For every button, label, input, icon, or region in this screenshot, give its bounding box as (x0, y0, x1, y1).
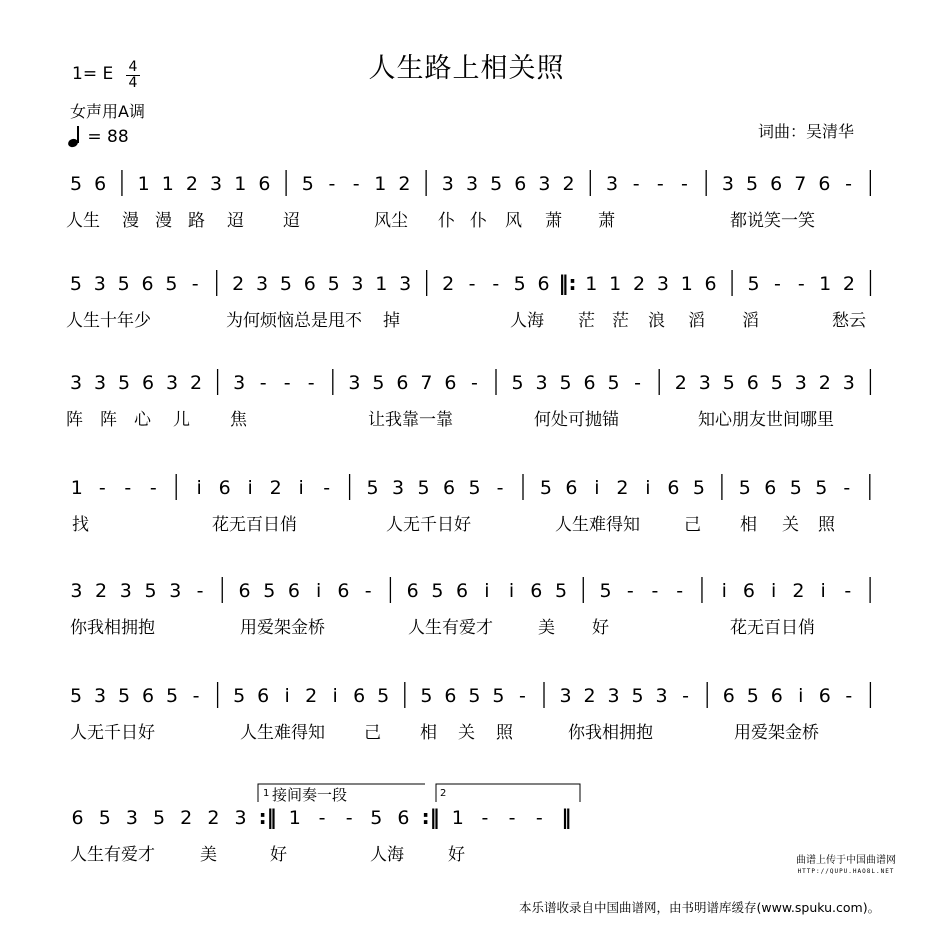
note-5: 5 (366, 477, 379, 499)
note-6: 6 (746, 372, 759, 394)
lyric: 迢 (227, 211, 244, 231)
note-3: 3 (165, 372, 179, 394)
note-6: 6 (722, 685, 735, 707)
volta-bracket-2 (436, 784, 580, 802)
lyric: 人生难得知 (555, 515, 640, 535)
note-5: 5 (117, 273, 130, 295)
note-2: 2 (95, 580, 108, 602)
note-3: 3 (210, 173, 223, 195)
note-i: i (721, 580, 727, 602)
note-5: 5 (738, 477, 751, 499)
lyric: 为何烦恼总是甩不 (226, 311, 362, 331)
note-i: i (484, 580, 490, 602)
note-7: 7 (420, 372, 433, 394)
note-5: 5 (98, 807, 111, 829)
note-5: 5 (377, 685, 390, 707)
note-3: 3 (656, 273, 669, 295)
note-1: 1 (819, 273, 832, 295)
note-5: 5 (722, 372, 735, 394)
lyric: 找 (72, 515, 89, 535)
note-6: 6 (443, 477, 456, 499)
dash-sustain: - (797, 273, 805, 295)
note-5: 5 (468, 477, 481, 499)
note-6: 6 (258, 173, 271, 195)
dash-sustain: - (307, 372, 315, 394)
note-2: 2 (632, 273, 646, 295)
note-6: 6 (406, 580, 419, 602)
dash-sustain: - (481, 807, 489, 829)
note-5: 5 (420, 685, 433, 707)
lyric: 关 (458, 723, 475, 743)
lyric: 茫 (612, 311, 629, 331)
lyric: 漫 (122, 211, 139, 231)
note-3: 3 (93, 273, 106, 295)
note-1: 1 (609, 273, 622, 295)
site-badge[interactable] (770, 855, 922, 877)
time-signature-top: 4 (128, 59, 138, 75)
note-6: 6 (303, 273, 316, 295)
dash-sustain: - (676, 580, 684, 602)
note-i: i (332, 685, 338, 707)
dash-sustain: - (845, 685, 853, 707)
note-i: i (247, 477, 253, 499)
note-i: i (820, 580, 826, 602)
lyric: 人海 (370, 845, 404, 865)
dash-sustain: - (364, 580, 372, 602)
lyric: 人生有爱才 (70, 845, 155, 865)
note-3: 3 (348, 372, 361, 394)
score-row-3 (66, 369, 870, 430)
dash-sustain: - (651, 580, 659, 602)
note-2: 2 (207, 807, 220, 829)
repeat-barline: ‖: (558, 271, 577, 295)
note-6: 6 (353, 685, 366, 707)
note-5: 5 (165, 273, 178, 295)
lyric: 用爱架金桥 (240, 618, 325, 638)
volta-brackets (258, 784, 580, 804)
note-5: 5 (468, 685, 481, 707)
note-2: 2 (842, 273, 856, 295)
dash-sustain: - (192, 685, 200, 707)
repeat-barline: :‖ (421, 805, 440, 829)
lyric: 浪 (648, 311, 665, 331)
note-5: 5 (492, 685, 505, 707)
lyric: 风尘 (374, 211, 408, 231)
note-3: 3 (234, 807, 247, 829)
note-5: 5 (144, 580, 157, 602)
note-3: 3 (538, 173, 551, 195)
lyric: 己 (364, 723, 381, 743)
lyric: 好 (592, 618, 609, 638)
note-5: 5 (327, 273, 340, 295)
dash-sustain: - (773, 273, 781, 295)
note-5: 5 (165, 685, 179, 707)
note-2: 2 (232, 273, 245, 295)
lyric: 人生有爱才 (408, 618, 493, 638)
lyric: 漫 (155, 211, 172, 231)
note-3: 3 (842, 372, 855, 394)
note-3: 3 (392, 477, 405, 499)
note-2: 2 (818, 372, 831, 394)
lyric: 花无百日俏 (212, 515, 297, 535)
score-row-5 (70, 577, 870, 638)
lyric: 己 (684, 515, 701, 535)
note-3: 3 (535, 372, 548, 394)
dash-sustain: - (518, 685, 526, 707)
lyric: 照 (818, 515, 835, 535)
lyric: 儿 (173, 410, 190, 430)
note-6: 6 (444, 372, 457, 394)
note-3: 3 (399, 273, 412, 295)
note-i: i (196, 477, 202, 499)
note-5: 5 (511, 372, 524, 394)
note-6: 6 (667, 477, 680, 499)
note-6: 6 (565, 477, 578, 499)
dash-sustain: - (352, 173, 360, 195)
lyric: 仆 (438, 211, 455, 231)
note-5: 5 (372, 372, 385, 394)
dash-sustain: - (149, 477, 157, 499)
note-6: 6 (94, 173, 107, 195)
note-6: 6 (71, 807, 84, 829)
lyric: 阵 (66, 410, 83, 430)
lyric: 花无百日俏 (730, 618, 815, 638)
lyric: 照 (496, 723, 513, 743)
note-6: 6 (141, 372, 155, 394)
note-3: 3 (698, 372, 711, 394)
note-6: 6 (396, 372, 409, 394)
lyric: 知心朋友世间哪里 (698, 410, 834, 430)
lyric: 人无千日好 (386, 515, 471, 535)
note-5: 5 (554, 580, 568, 602)
dash-sustain: - (328, 173, 336, 195)
lyric: 人海 (510, 311, 544, 331)
dash-sustain: - (283, 372, 291, 394)
note-1: 1 (288, 807, 301, 829)
lyric: 何处可抛锚 (534, 410, 619, 430)
note-5: 5 (692, 477, 705, 499)
note-6: 6 (704, 273, 717, 295)
note-3: 3 (93, 685, 107, 707)
note-2: 2 (792, 580, 805, 602)
dash-sustain: - (681, 173, 688, 195)
note-5: 5 (815, 477, 828, 499)
dash-sustain: - (843, 477, 851, 499)
note-6: 6 (141, 685, 155, 707)
note-5: 5 (747, 273, 760, 295)
note-6: 6 (141, 273, 154, 295)
lyric: 人生 (66, 211, 100, 231)
site-badge-url: HTTP://QUPU.HAO8L.NET (797, 868, 895, 875)
dash-sustain: - (124, 477, 132, 499)
note-1: 1 (585, 273, 598, 295)
note-i: i (645, 477, 651, 499)
note-1: 1 (375, 273, 388, 295)
note-6: 6 (530, 580, 543, 602)
note-2: 2 (189, 372, 203, 394)
note-6: 6 (397, 807, 410, 829)
score-row-1 (66, 170, 870, 231)
dash-sustain: - (98, 477, 106, 499)
lyric: 让我靠一靠 (368, 410, 453, 430)
lyric: 仆 (470, 211, 487, 231)
note-i: i (298, 477, 304, 499)
lyric: 焦 (230, 410, 247, 430)
lyric: 风 (505, 211, 522, 231)
dash-sustain: - (682, 685, 690, 707)
dash-sustain: - (845, 173, 853, 195)
lyric: 你我相拥抱 (568, 723, 653, 743)
score-row-2 (66, 270, 870, 331)
dash-sustain: - (496, 477, 504, 499)
tempo-value: = 88 (87, 127, 129, 147)
repeat-barline: :‖ (258, 805, 277, 829)
note-1: 1 (451, 807, 464, 829)
note-1: 1 (680, 273, 693, 295)
site-badge-title: 曲谱上传于中国曲谱网 (796, 855, 896, 866)
note-7: 7 (794, 173, 807, 195)
note-3: 3 (255, 273, 269, 295)
note-6: 6 (257, 685, 270, 707)
note-5: 5 (233, 685, 246, 707)
dash-sustain: - (632, 173, 640, 195)
lyric: 好 (270, 845, 287, 865)
note-6: 6 (770, 685, 783, 707)
note-5: 5 (417, 477, 430, 499)
dash-sustain: - (468, 273, 476, 295)
time-signature-bottom: 4 (126, 75, 140, 91)
score-row-6 (70, 682, 870, 743)
note-5: 5 (279, 273, 292, 295)
score-row-7 (70, 805, 571, 865)
note-6: 6 (818, 685, 831, 707)
dash-sustain: - (634, 372, 642, 394)
dash-sustain: - (535, 807, 543, 829)
note-3: 3 (69, 372, 83, 394)
note-2: 2 (398, 173, 411, 195)
note-5: 5 (789, 477, 802, 499)
note-5: 5 (539, 477, 552, 499)
note-3: 3 (655, 685, 668, 707)
note-3: 3 (605, 173, 619, 195)
dash-sustain: - (318, 807, 326, 829)
note-3: 3 (607, 685, 620, 707)
note-i: i (508, 580, 515, 602)
lyric: 滔 (688, 311, 705, 331)
note-6: 6 (514, 173, 527, 195)
composer-credit: 词曲：吴清华 (758, 122, 855, 141)
volta-number-2: 2 (440, 788, 447, 799)
note-2: 2 (442, 273, 455, 295)
note-6: 6 (770, 173, 783, 195)
lyric: 关 (782, 515, 799, 535)
key-signature: 1= E (72, 64, 114, 84)
lyric: 用爱架金桥 (734, 723, 819, 743)
dash-sustain: - (508, 807, 516, 829)
note-1: 1 (161, 173, 174, 195)
note-5: 5 (370, 807, 383, 829)
dash-sustain: - (259, 372, 267, 394)
note-3: 3 (559, 685, 572, 707)
note-5: 5 (607, 372, 620, 394)
note-1: 1 (70, 477, 83, 499)
lyric: 滔 (742, 311, 759, 331)
note-5: 5 (431, 580, 444, 602)
note-3: 3 (125, 807, 138, 829)
note-3: 3 (721, 173, 734, 195)
note-5: 5 (153, 807, 166, 829)
note-2: 2 (180, 807, 193, 829)
note-2: 2 (305, 685, 318, 707)
note-5: 5 (69, 685, 83, 707)
dash-sustain: - (626, 580, 634, 602)
dash-sustain: - (470, 372, 478, 394)
score-row-4 (71, 474, 870, 535)
lyric: 相 (740, 515, 757, 535)
lyric: 茫 (578, 311, 595, 331)
note-6: 6 (337, 580, 350, 602)
lyric: 阵 (100, 410, 117, 430)
note-3: 3 (441, 173, 454, 195)
lyric: 你我相拥抱 (70, 618, 155, 638)
lyric: 萧 (545, 211, 562, 231)
lyric: 人无千日好 (70, 723, 155, 743)
score-title: 人生路上相关照 (368, 53, 565, 84)
lyric: 人生十年少 (66, 311, 151, 331)
dash-sustain: - (656, 173, 664, 195)
note-i: i (284, 685, 290, 707)
lyric: 好 (448, 845, 465, 865)
voice-note: 女声用A调 (70, 102, 145, 121)
note-5: 5 (117, 372, 131, 394)
lyric: 美 (538, 618, 555, 638)
note-6: 6 (583, 372, 596, 394)
note-2: 2 (269, 477, 282, 499)
lyric: 迢 (283, 211, 300, 231)
lyric: 掉 (383, 311, 400, 331)
note-i: i (594, 477, 600, 499)
lyric: 都说笑一笑 (730, 211, 815, 231)
note-5: 5 (770, 372, 783, 394)
note-6: 6 (742, 580, 755, 602)
volta-label-1: 接间奏一段 (272, 786, 348, 804)
note-2: 2 (583, 685, 596, 707)
note-5: 5 (490, 173, 503, 195)
note-3: 3 (169, 580, 182, 602)
dash-sustain: - (844, 580, 852, 602)
note-5: 5 (70, 173, 83, 195)
note-3: 3 (93, 372, 107, 394)
note-5: 5 (746, 685, 759, 707)
note-1: 1 (374, 173, 387, 195)
note-6: 6 (238, 580, 251, 602)
lyric: 人生难得知 (240, 723, 325, 743)
note-i: i (798, 685, 804, 707)
note-5: 5 (301, 173, 314, 195)
note-6: 6 (287, 580, 301, 602)
note-6: 6 (444, 685, 457, 707)
note-3: 3 (794, 372, 807, 394)
note-3: 3 (351, 273, 364, 295)
note-6: 6 (764, 477, 777, 499)
note-3: 3 (465, 173, 479, 195)
note-6: 6 (537, 273, 550, 295)
lyric: 萧 (598, 211, 615, 231)
note-5: 5 (631, 685, 644, 707)
note-2: 2 (674, 372, 687, 394)
note-5: 5 (69, 273, 82, 295)
note-3: 3 (233, 372, 246, 394)
note-2: 2 (185, 173, 198, 195)
note-3: 3 (119, 580, 132, 602)
note-2: 2 (562, 173, 575, 195)
dash-sustain: - (196, 580, 204, 602)
repeat-barline: ‖ (561, 805, 572, 829)
dash-sustain: - (492, 273, 500, 295)
note-5: 5 (559, 372, 572, 394)
note-2: 2 (616, 477, 629, 499)
lyric: 愁云 (832, 311, 866, 331)
note-5: 5 (513, 273, 526, 295)
dash-sustain: - (323, 477, 331, 499)
note-5: 5 (746, 173, 759, 195)
lyric: 相 (420, 723, 437, 743)
dash-sustain: - (345, 807, 353, 829)
note-6: 6 (818, 173, 831, 195)
note-5: 5 (263, 580, 276, 602)
note-5: 5 (599, 580, 612, 602)
dash-sustain: - (191, 273, 199, 295)
lyric: 美 (200, 845, 217, 865)
note-6: 6 (456, 580, 469, 602)
note-6: 6 (218, 477, 231, 499)
note-1: 1 (137, 173, 150, 195)
note-5: 5 (117, 685, 131, 707)
lyric: 路 (188, 211, 205, 231)
footer-note: 本乐谱收录自中国曲谱网，由书明谱库缓存(www.spuku.com)。 (519, 900, 881, 915)
note-1: 1 (234, 173, 247, 195)
note-i: i (316, 580, 322, 602)
lyric: 心 (134, 410, 151, 430)
note-i: i (771, 580, 777, 602)
volta-number-1: 1 (263, 788, 270, 799)
note-3: 3 (70, 580, 83, 602)
